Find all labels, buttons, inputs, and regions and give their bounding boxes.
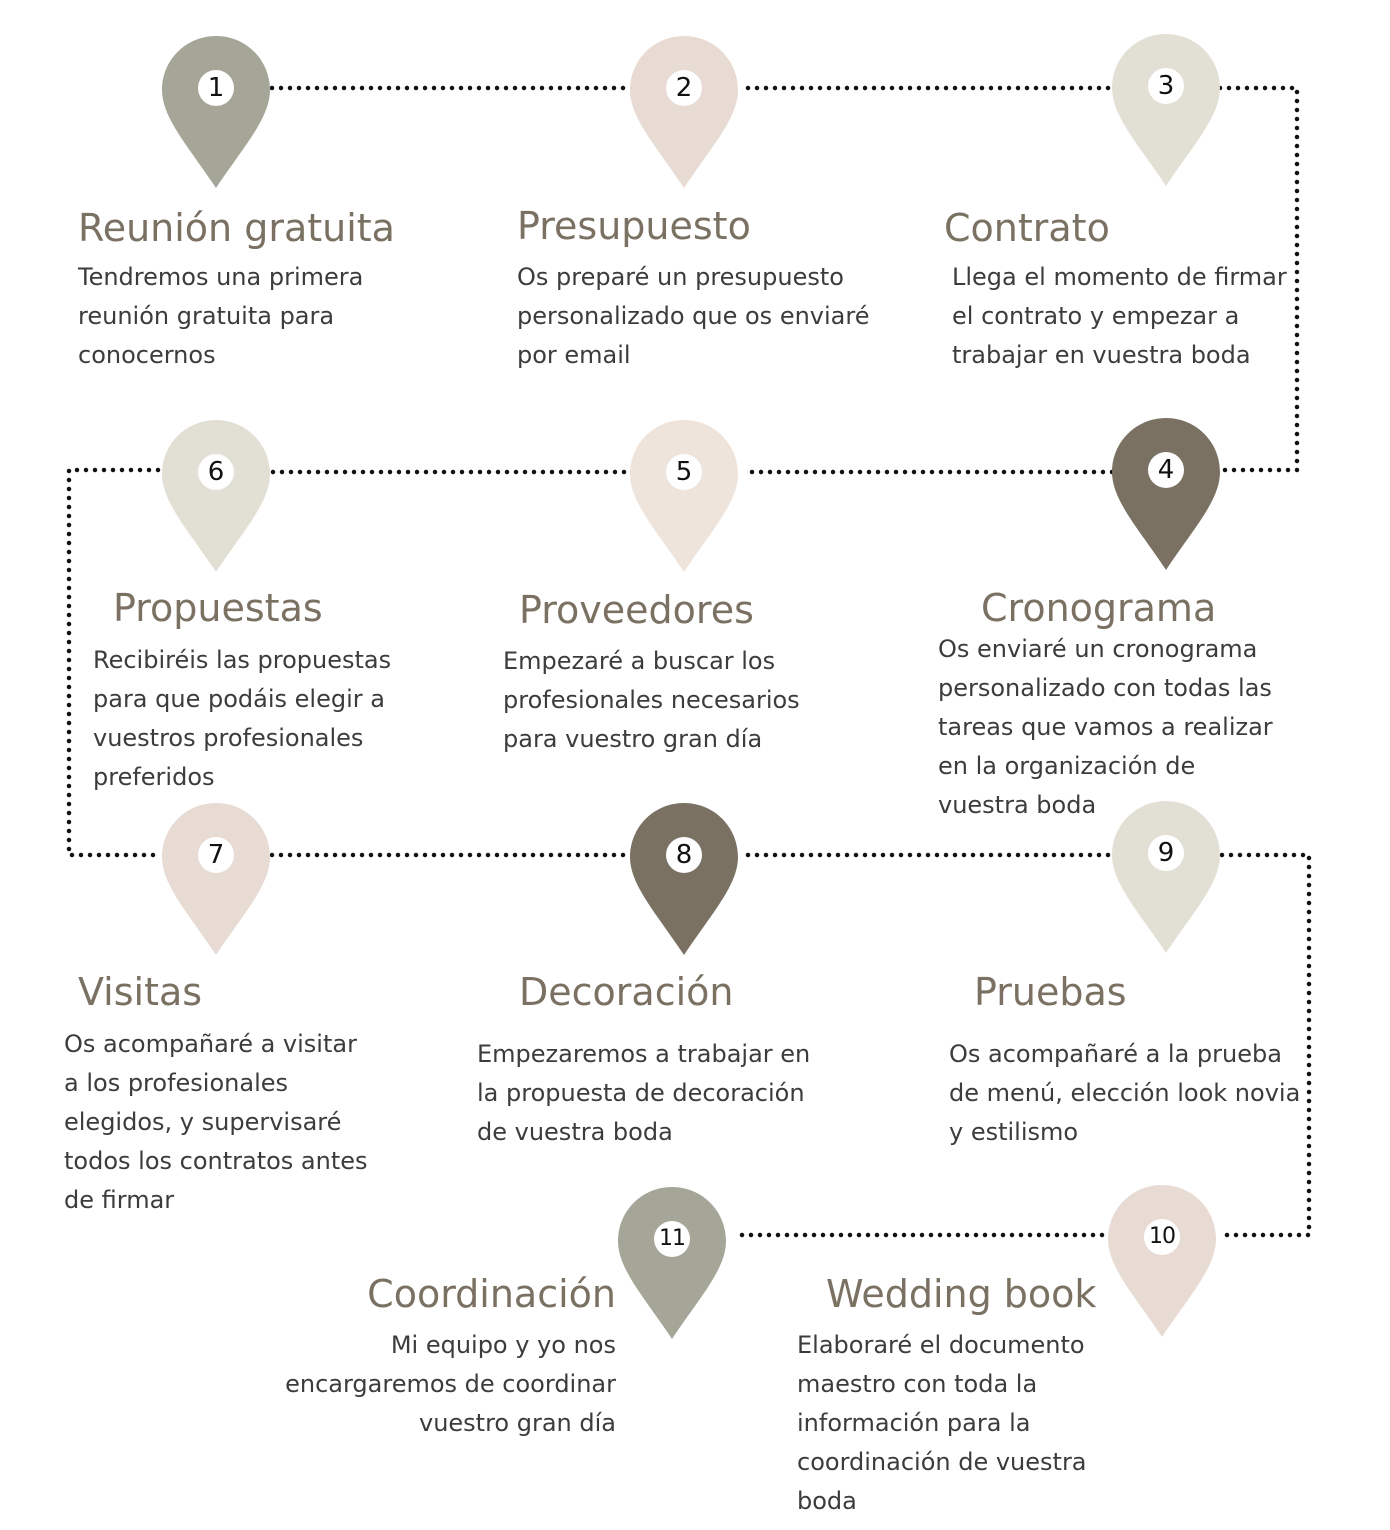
step-4-description: Os enviaré un cronograma personalizado con todas las tareas que vamos a realizar en la organización de vuestra boda <box>938 635 1273 819</box>
step-8-number: 8 <box>666 837 702 873</box>
map-pin-icon <box>630 420 738 572</box>
step-8-description: Empezaremos a trabajar en la propuesta de decoración de vuestra boda <box>477 1040 811 1146</box>
step-4-marker <box>1112 418 1220 570</box>
step-8-title: Decoración <box>519 970 734 1014</box>
step-10-number: 10 <box>1144 1219 1180 1255</box>
step-10-marker <box>1108 1185 1216 1337</box>
step-1-marker <box>162 36 270 188</box>
step-3-description: Llega el momento de firmar el contrato y empezar a trabajar en vuestra boda <box>952 263 1287 369</box>
step-6-description: Recibiréis las propuestas para que podáis elegir a vuestros profesionales preferidos <box>93 646 392 791</box>
step-2-number: 2 <box>666 70 702 106</box>
step-4-number: 4 <box>1148 452 1184 488</box>
map-pin-icon <box>1108 1185 1216 1337</box>
step-5-title: Proveedores <box>519 588 754 632</box>
map-pin-icon <box>162 420 270 572</box>
map-pin-icon <box>162 803 270 955</box>
step-9-number: 9 <box>1148 835 1184 871</box>
step-5-description: Empezaré a buscar los profesionales necesarios para vuestro gran día <box>503 647 800 753</box>
step-4-title: Cronograma <box>981 586 1217 630</box>
step-1-description: Tendremos una primera reunión gratuita para conocernos <box>78 263 364 369</box>
step-3-number: 3 <box>1148 68 1184 104</box>
step-1-title: Reunión gratuita <box>78 206 395 250</box>
step-6-marker <box>162 420 270 572</box>
step-6-title: Propuestas <box>113 586 323 630</box>
step-9-title: Pruebas <box>974 970 1127 1014</box>
step-9-description: Os acompañaré a la prueba de menú, elección look novia y estilismo <box>949 1040 1301 1146</box>
map-pin-icon <box>630 803 738 955</box>
step-11-title: Coordinación <box>367 1272 616 1316</box>
map-pin-icon <box>1112 801 1220 953</box>
step-5-marker <box>630 420 738 572</box>
step-2-marker <box>630 36 738 188</box>
step-7-title: Visitas <box>78 970 203 1014</box>
step-8-marker <box>630 803 738 955</box>
step-10-title: Wedding book <box>826 1272 1097 1316</box>
map-pin-icon <box>630 36 738 188</box>
step-5-number: 5 <box>666 454 702 490</box>
step-7-number: 7 <box>198 837 234 873</box>
step-6-number: 6 <box>198 454 234 490</box>
step-3-title: Contrato <box>944 206 1110 250</box>
map-pin-icon <box>162 36 270 188</box>
step-2-title: Presupuesto <box>517 204 751 248</box>
step-10-description: Elaboraré el documento maestro con toda la información para la coordinación de vuestra boda <box>797 1331 1087 1515</box>
map-pin-icon <box>618 1187 726 1339</box>
step-11-marker <box>618 1187 726 1339</box>
map-pin-icon <box>1112 418 1220 570</box>
step-7-description: Os acompañaré a visitar a los profesionales elegidos, y supervisaré todos los contratos antes de firmar <box>64 1030 368 1214</box>
step-2-description: Os preparé un presupuesto personalizado que os enviaré por email <box>517 263 870 369</box>
step-11-number: 11 <box>654 1221 690 1257</box>
step-11-description: Mi equipo y yo nos encargaremos de coordinar vuestro gran día <box>285 1331 616 1437</box>
step-9-marker <box>1112 801 1220 953</box>
step-3-marker <box>1112 34 1220 186</box>
step-7-marker <box>162 803 270 955</box>
step-1-number: 1 <box>198 70 234 106</box>
map-pin-icon <box>1112 34 1220 186</box>
